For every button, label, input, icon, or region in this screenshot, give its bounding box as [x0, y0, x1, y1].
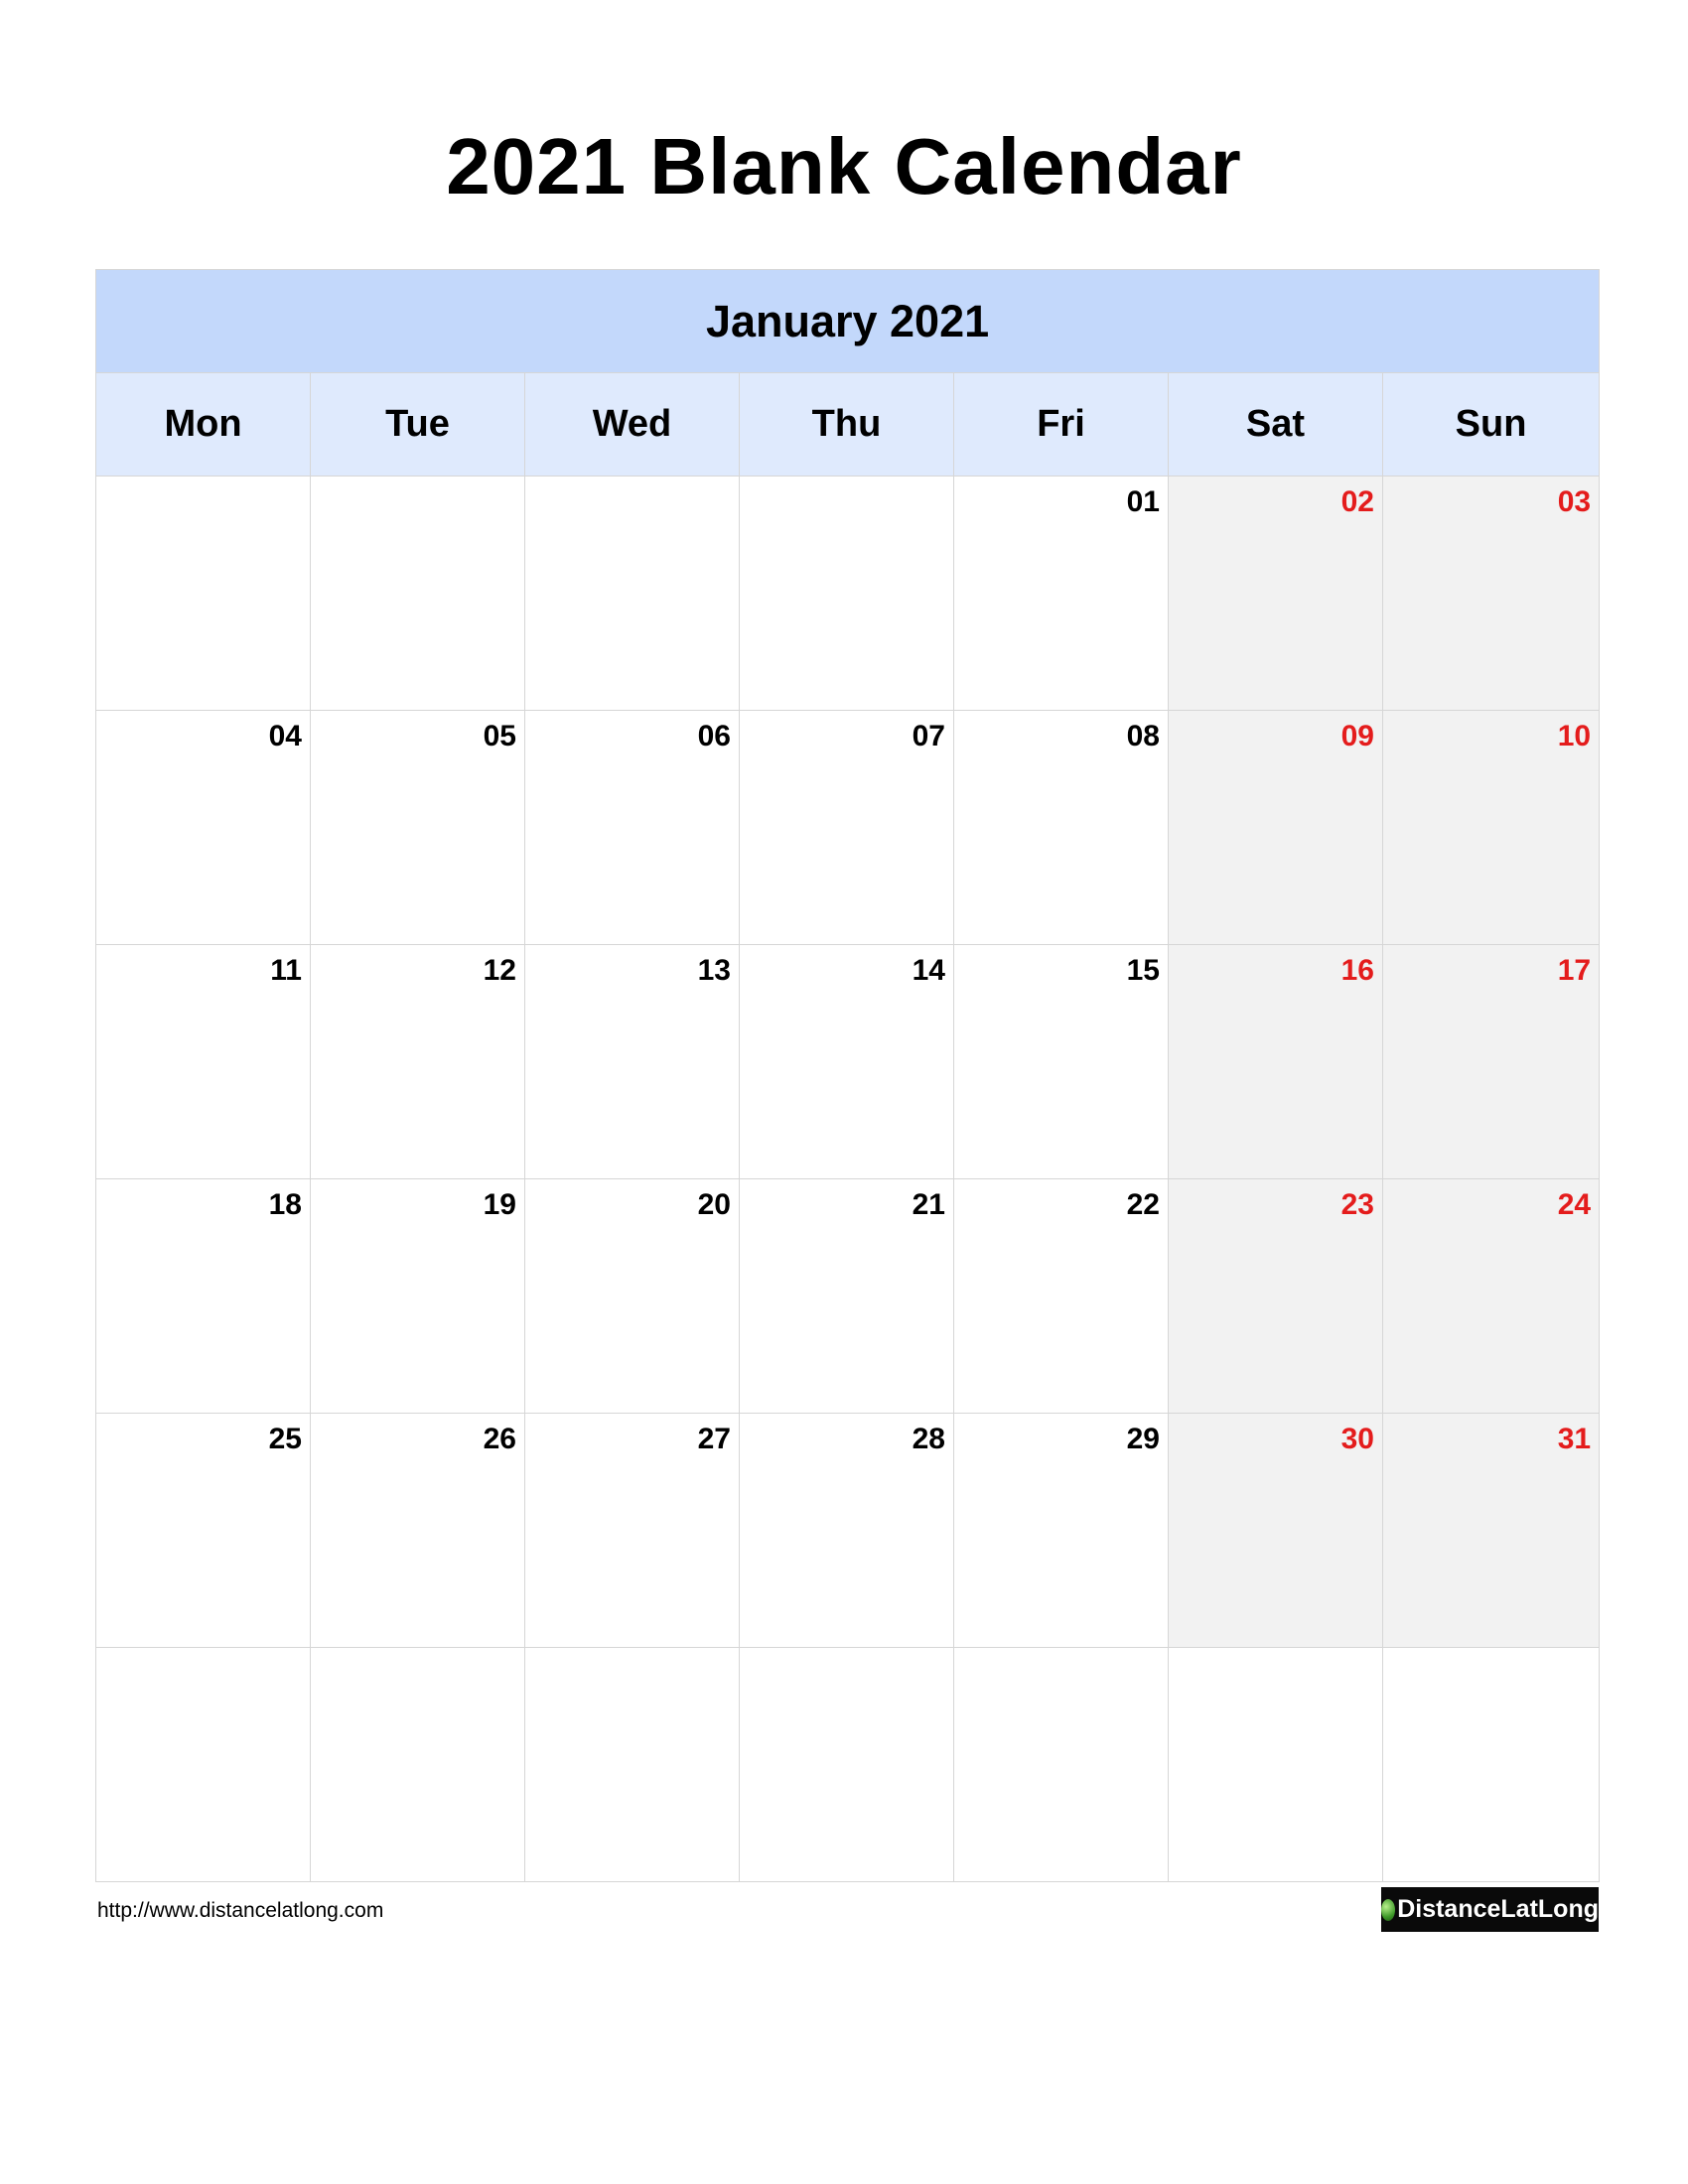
calendar-grid	[95, 269, 1600, 1882]
day-number: 28	[912, 1423, 945, 1455]
day-cell	[740, 1414, 954, 1648]
day-cell	[525, 477, 740, 711]
day-cell	[954, 477, 1169, 711]
distancelatlong-logo	[1381, 1887, 1599, 1932]
day-cell	[1383, 711, 1600, 945]
day-number: 23	[1340, 1188, 1374, 1221]
day-number	[1169, 1648, 1382, 1656]
day-cell	[1383, 1179, 1600, 1414]
weekday-header: Mon	[96, 373, 311, 477]
day-cell	[311, 1179, 525, 1414]
month-title: January 2021	[96, 270, 1600, 373]
day-number: 29	[1126, 1423, 1160, 1455]
month-header-row	[96, 270, 1600, 373]
day-number: 24	[1557, 1188, 1592, 1221]
day-cell	[1169, 1179, 1383, 1414]
day-number: 19	[483, 1188, 516, 1221]
day-cell	[1383, 1648, 1600, 1882]
week-row	[96, 1648, 1600, 1882]
day-cell	[1169, 945, 1383, 1179]
day-cell	[96, 711, 311, 945]
day-number: 03	[1557, 485, 1592, 518]
day-cell	[311, 1414, 525, 1648]
day-number: 08	[1126, 720, 1160, 752]
day-cell	[954, 1648, 1169, 1882]
day-number: 17	[1557, 954, 1592, 987]
day-number: 10	[1557, 720, 1592, 752]
week-row	[96, 945, 1600, 1179]
day-number	[311, 1648, 524, 1656]
weekday-header: Wed	[525, 373, 740, 477]
day-number: 02	[1340, 485, 1374, 518]
weekday-header: Tue	[311, 373, 525, 477]
day-cell	[311, 477, 525, 711]
day-cell	[1383, 945, 1600, 1179]
day-number: 14	[912, 954, 945, 987]
calendar-body	[96, 477, 1600, 1882]
day-number: 27	[697, 1423, 731, 1455]
week-row	[96, 1414, 1600, 1648]
day-number	[96, 477, 310, 484]
day-number: 25	[268, 1423, 302, 1455]
day-number: 13	[697, 954, 731, 987]
day-number	[525, 1648, 739, 1656]
day-number: 22	[1126, 1188, 1160, 1221]
day-cell	[96, 1414, 311, 1648]
weekday-header: Fri	[954, 373, 1169, 477]
day-cell	[525, 1414, 740, 1648]
week-row	[96, 711, 1600, 945]
weekday-header: Thu	[740, 373, 954, 477]
day-cell	[525, 1648, 740, 1882]
day-cell	[96, 1648, 311, 1882]
week-row	[96, 1179, 1600, 1414]
day-number: 01	[1126, 485, 1160, 518]
weekday-header: Sun	[1383, 373, 1600, 477]
day-number	[1383, 1648, 1599, 1656]
day-number	[740, 1648, 953, 1656]
day-cell	[525, 711, 740, 945]
day-number	[525, 477, 739, 484]
day-number: 16	[1340, 954, 1374, 987]
day-number: 20	[697, 1188, 731, 1221]
day-number: 06	[697, 720, 731, 752]
logo-text: DistanceLatLong	[1397, 1895, 1599, 1923]
week-row	[96, 477, 1600, 711]
day-number: 30	[1340, 1423, 1374, 1455]
day-cell	[954, 1179, 1169, 1414]
day-cell	[96, 945, 311, 1179]
day-number: 04	[268, 720, 302, 752]
day-cell	[740, 945, 954, 1179]
day-cell	[740, 711, 954, 945]
day-cell	[740, 1648, 954, 1882]
day-cell	[740, 1179, 954, 1414]
day-number	[96, 1648, 310, 1656]
day-cell	[96, 477, 311, 711]
day-cell	[1169, 1648, 1383, 1882]
day-number: 15	[1126, 954, 1160, 987]
day-cell	[740, 477, 954, 711]
day-number: 05	[483, 720, 516, 752]
day-cell	[96, 1179, 311, 1414]
day-number: 11	[270, 954, 302, 987]
day-number: 07	[912, 720, 945, 752]
day-cell	[311, 1648, 525, 1882]
day-cell	[954, 711, 1169, 945]
weekday-header: Sat	[1169, 373, 1383, 477]
globe-icon	[1381, 1899, 1395, 1921]
page-title: 2021 Blank Calendar	[446, 122, 1242, 210]
day-number: 09	[1340, 720, 1374, 752]
day-number: 31	[1557, 1423, 1592, 1455]
day-number: 21	[912, 1188, 945, 1221]
day-cell	[954, 945, 1169, 1179]
day-cell	[311, 711, 525, 945]
day-number	[954, 1648, 1168, 1656]
day-cell	[1169, 477, 1383, 711]
day-number	[311, 477, 524, 484]
day-cell	[1383, 1414, 1600, 1648]
day-cell	[954, 1414, 1169, 1648]
footer-url[interactable]: http://www.distancelatlong.com	[97, 1899, 384, 1922]
day-number	[740, 477, 953, 484]
day-number: 18	[268, 1188, 302, 1221]
day-cell	[525, 1179, 740, 1414]
day-cell	[1383, 477, 1600, 711]
weekday-header-row	[96, 373, 1600, 477]
day-number: 12	[483, 954, 516, 987]
day-cell	[1169, 711, 1383, 945]
day-number: 26	[483, 1423, 516, 1455]
day-cell	[525, 945, 740, 1179]
day-cell	[311, 945, 525, 1179]
day-cell	[1169, 1414, 1383, 1648]
